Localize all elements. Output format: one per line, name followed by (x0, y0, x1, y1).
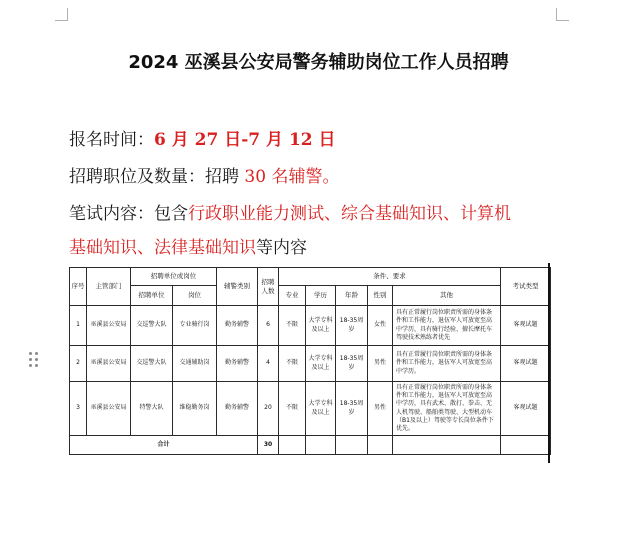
exam-label: 笔试内容：包含 (69, 204, 188, 224)
table-row (70, 382, 551, 436)
cell-dept: 巫溪县公安局 (87, 346, 131, 382)
header-major: 专业 (279, 286, 306, 306)
cell-major: 不限 (279, 382, 306, 436)
header-category: 辅警类别 (217, 268, 258, 306)
header-age: 年龄 (336, 286, 368, 306)
total-headcount: 30 (258, 436, 279, 455)
cell-dept: 巫溪县公安局 (87, 382, 131, 436)
cell-other: 具有正常履行岗位职责所需的身体条件和工作能力，退伍军人可放宽至高中学历，具有武术、散打、拳击、无人机驾驶、船舶类驾驶、大型机动车（B1及以上）驾驶等专长岗位条件下优先。 (393, 382, 501, 436)
recruitment-table (69, 267, 551, 455)
exam-line-2 (69, 233, 307, 258)
registration-line (69, 125, 336, 150)
positions-suffix: 名辅警。 (266, 167, 340, 187)
header-seq: 序号 (70, 268, 87, 306)
cell-major: 不限 (279, 306, 306, 346)
table-row (70, 346, 551, 382)
header-gender: 性别 (368, 286, 393, 306)
cell-seq: 3 (70, 382, 87, 436)
header-exam-type: 考试类型 (501, 268, 551, 306)
cell-dept: 巫溪县公安局 (87, 306, 131, 346)
cell-post: 交通辅助岗 (173, 346, 217, 382)
table-row (70, 306, 551, 346)
cell-category: 勤务辅警 (217, 306, 258, 346)
cell-post: 维稳勤务岗 (173, 382, 217, 436)
header-unit-group: 招聘单位或岗位 (131, 268, 217, 286)
cell-post: 专业骑行岗 (173, 306, 217, 346)
cell-unit: 交巡警大队 (131, 306, 173, 346)
positions-label: 招聘职位及数量： (69, 167, 205, 187)
header-other: 其他 (393, 286, 501, 306)
cell-other: 具有正常履行岗位职责所需的身体条件和工作能力，退伍军人可放宽至高中学历。 (393, 346, 501, 382)
cell-exam-type: 客观试题 (501, 382, 551, 436)
cell-exam-type: 客观试题 (501, 306, 551, 346)
table-edge-bar (548, 263, 550, 463)
positions-line (69, 162, 339, 187)
cell-headcount: 6 (258, 306, 279, 346)
registration-label: 报名时间： (69, 130, 154, 150)
cell-gender: 女性 (368, 306, 393, 346)
exam-suffix: 等内容 (256, 238, 307, 258)
cell-age: 18-35周岁 (336, 306, 368, 346)
exam-line-1 (69, 199, 511, 224)
exam-subjects-1: 行政职业能力测试、综合基础知识、计算机 (188, 204, 511, 224)
cell-major: 不限 (279, 346, 306, 382)
cell-category: 勤务辅警 (217, 346, 258, 382)
cell-education: 大学专科及以上 (306, 306, 336, 346)
cell-education: 大学专科及以上 (306, 346, 336, 382)
cell-other: 具有正常履行岗位职责所需的身体条件和工作能力，退伍军人可放宽至高中学历，具有骑行经验、擅长摩托车驾驶技术熟练者优先 (393, 306, 501, 346)
header-unit: 招聘单位 (131, 286, 173, 306)
page-corner-mark (55, 8, 68, 21)
positions-prefix: 招聘 (205, 167, 245, 187)
header-post: 岗位 (173, 286, 217, 306)
cell-exam-type: 客观试题 (501, 346, 551, 382)
total-row (70, 436, 551, 455)
exam-subjects-2: 基础知识、法律基础知识 (69, 238, 256, 258)
cell-category: 勤务辅警 (217, 382, 258, 436)
header-cond-group: 条件、要求 (279, 268, 501, 286)
cell-unit: 交巡警大队 (131, 346, 173, 382)
header-education: 学历 (306, 286, 336, 306)
cell-education: 大学专科及以上 (306, 382, 336, 436)
cell-unit: 特警大队 (131, 382, 173, 436)
cell-seq: 2 (70, 346, 87, 382)
cell-age: 18-35周岁 (336, 382, 368, 436)
cell-gender: 男性 (368, 346, 393, 382)
document-title: 2024 巫溪县公安局警务辅助岗位工作人员招聘 (128, 52, 509, 73)
page-corner-mark (556, 8, 569, 21)
header-headcount: 招聘人数 (258, 268, 279, 306)
cell-headcount: 20 (258, 382, 279, 436)
registration-date: 6 月 27 日-7 月 12 日 (154, 130, 336, 150)
cell-seq: 1 (70, 306, 87, 346)
total-label: 合计 (70, 436, 258, 455)
header-dept: 主管部门 (87, 268, 131, 306)
positions-count: 30 (244, 167, 267, 187)
cell-age: 18-35周岁 (336, 346, 368, 382)
cell-gender: 男性 (368, 382, 393, 436)
cell-headcount: 4 (258, 346, 279, 382)
